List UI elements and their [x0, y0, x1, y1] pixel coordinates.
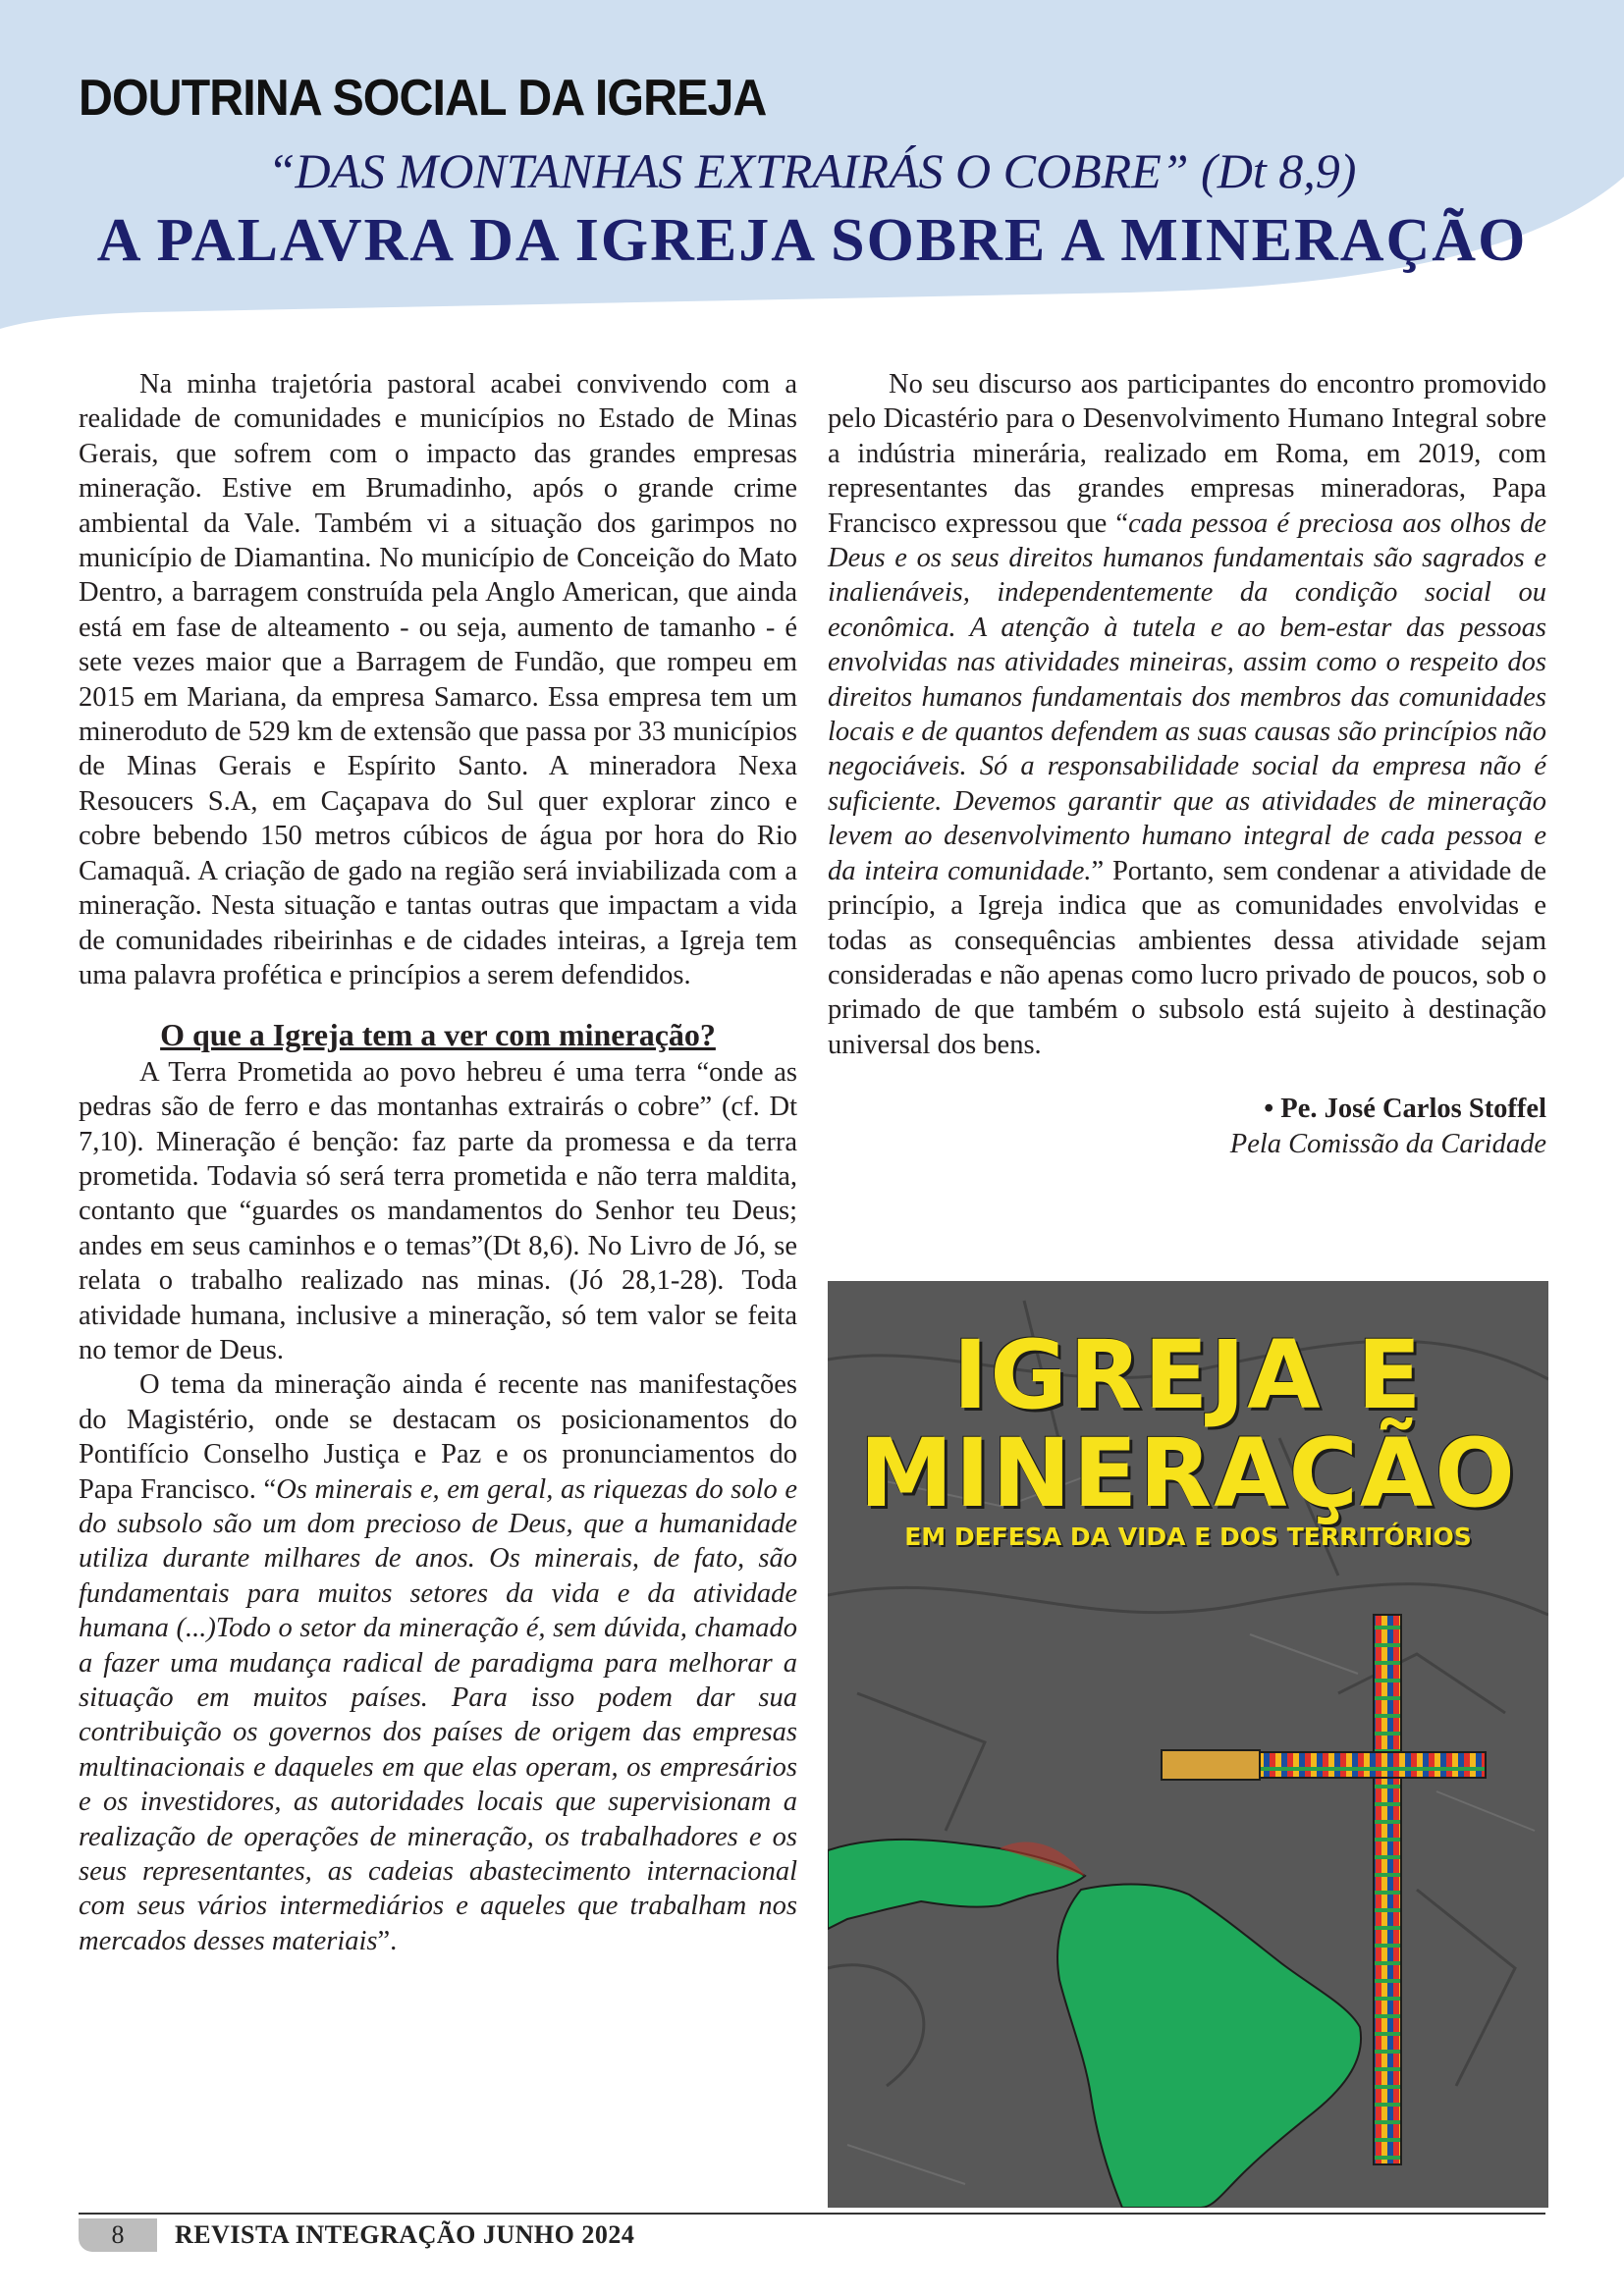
- paragraph: Na minha trajetória pastoral acabei convivendo com a realidade de comunidades e municípios no Estado de Minas Gerais, que sofrem com o impacto das grandes empresas mineração. Estive em Brumadinho, após o grande crime ambiental da Vale. Também vi a situação dos garimpos no município de Diamantina. No município de Conceição do Mato Dentro, a barragem construída pela Anglo American, que ainda está em fase de alteamento - ou seja, aumento de tamanho - é sete vezes maior que a Barragem de Fundão, que rompeu em 2015 em Mariana, da empresa Samarco. Essa empresa tem um mineroduto de 529 km de extensão que passa por 33 municípios de Minas Gerais e Espírito Santo. A mineradora Nexa Resoucers S.A, em Caçapava do Sul quer explorar zinco e cobre bebendo 150 metros cúbicos de água por hora do Rio Camaquã. A criação de gado na região será inviabilizada com a mineração. Nesta situação e tantas outras que impactam a vida de comunidades ribeirinhas e de cidades inteiras, a Igreja tem uma palavra profética e princípios a serem defendidos.: [79, 369, 797, 990]
- author-name: • Pe. José Carlos Stoffel: [1264, 1094, 1546, 1125]
- pope-quote: cada pessoa é preciosa aos olhos de Deus e os seus direitos humanos fundamentais são sagrados e inalienáveis, independentemente da condição social ou econômica. A atenção à tutela e ao bem-estar das pessoas envolvidas nas atividades mineiras, assim como o respeito dos direitos humanos fundamentais dos membros das comunidades locais e de quantos defendem as suas causas são princípios não negociáveis. Só a responsabilidade social da empresa não é suficiente. Devemos garantir que as atividades de mineração levem ao desenvolvimento humano integral de cada pessoa e da inteira comunidade.: [828, 507, 1546, 886]
- cover-title-line1: IGREJA E: [952, 1320, 1424, 1430]
- cross-vertical: [1374, 1615, 1401, 2164]
- article-title: A PALAVRA DA IGREJA SOBRE A MINERAÇÃO: [96, 207, 1528, 274]
- paragraph-quote: [828, 367, 1546, 1062]
- left-column: [79, 367, 797, 1958]
- paragraph: A Terra Prometida ao povo hebreu é uma terra “onde as pedras são de ferro e das montanhas extrairás o cobre” (cf. Dt 7,10). Mineração é benção: faz parte da promessa e da terra prometida. Todavia só será terra prometida e não terra maldita, contanto que “guardes os mandamentos do Senhor teu Deus; andes em seus caminhos e o temas”(Dt 8,6). No Livro de Jó, se relata o trabalho realizado nas minas. (Jó 28,1-28). Toda atividade humana, inclusive a mineração, só tem valor se feita no temor de Deus.: [79, 1056, 797, 1365]
- quote-intro: No seu discurso aos participantes do encontro promovido pelo Dicastério para o Desenvolvimento Humano Integral sobre a indústria minerária, realizado em Roma, em 2019, com representantes das grandes empresas mineradoras, Papa Francisco expressou que “: [828, 369, 1546, 539]
- publication-name: REVISTA INTEGRAÇÃO JUNHO 2024: [175, 2220, 635, 2249]
- cover-subtitle: EM DEFESA DA VIDA E DOS TERRITÓRIOS: [904, 1522, 1472, 1551]
- book-cover-image: [828, 1281, 1548, 2208]
- article-subtitle: “DAS MONTANHAS EXTRAIRÁS O COBRE” (Dt 8,9): [267, 143, 1357, 198]
- paragraph-quote: [79, 1367, 797, 1958]
- pope-quote: Os minerais e, em geral, as riquezas do solo e do subsolo são um dom precioso de Deus, que a humanidade utiliza durante milhares de anos. Os minerais, de fato, são fundamentais para muitos setores da vida e da atividade humana (...)Todo o setor da mineração é, sem dúvida, chamado a fazer uma mudança radical de paradigma para melhorar a situação em muitos países. Para isso podem dar sua contribuição os governos dos países de origem das empresas multinacionais e daqueles em que elas operam, os empresários e os investidores, as autoridades locais que supervisionam a realização de operações de mineração, os trabalhadores e os seus representantes, as cadeias abastecimento internacional com seus vários intermediários e aqueles que trabalham nos mercados desses materiais: [79, 1473, 797, 1956]
- quote-end: ” Portanto, sem condenar a atividade de princípio, a Igreja indica que as comunidades envolvidas e todas as consequências ambientes dessa atividade sejam consideradas e não apenas como lucro privado de poucos, sob o primado de que também o subsolo está sujeito à destinação universal dos bens.: [828, 855, 1546, 1060]
- section-label: DOUTRINA SOCIAL DA IGREJA: [79, 70, 767, 127]
- footer-divider: [79, 2213, 1545, 2215]
- page-number: 8: [79, 2218, 157, 2252]
- cover-title-line2: MINERAÇÃO: [859, 1418, 1517, 1528]
- section-subheading: O que a Igreja tem a ver com mineração?: [160, 1017, 716, 1053]
- quote-end: ”.: [377, 1925, 398, 1956]
- quote-intro: O tema da mineração ainda é recente nas manifestações do Magistério, onde se destacam os posicionamentos do Pontifício Conselho Justiça e Paz e os pronunciamentos do Papa Francisco. “: [79, 1369, 797, 1505]
- author-role: Pela Comissão da Caridade: [1229, 1128, 1546, 1159]
- right-column: [828, 367, 1546, 1161]
